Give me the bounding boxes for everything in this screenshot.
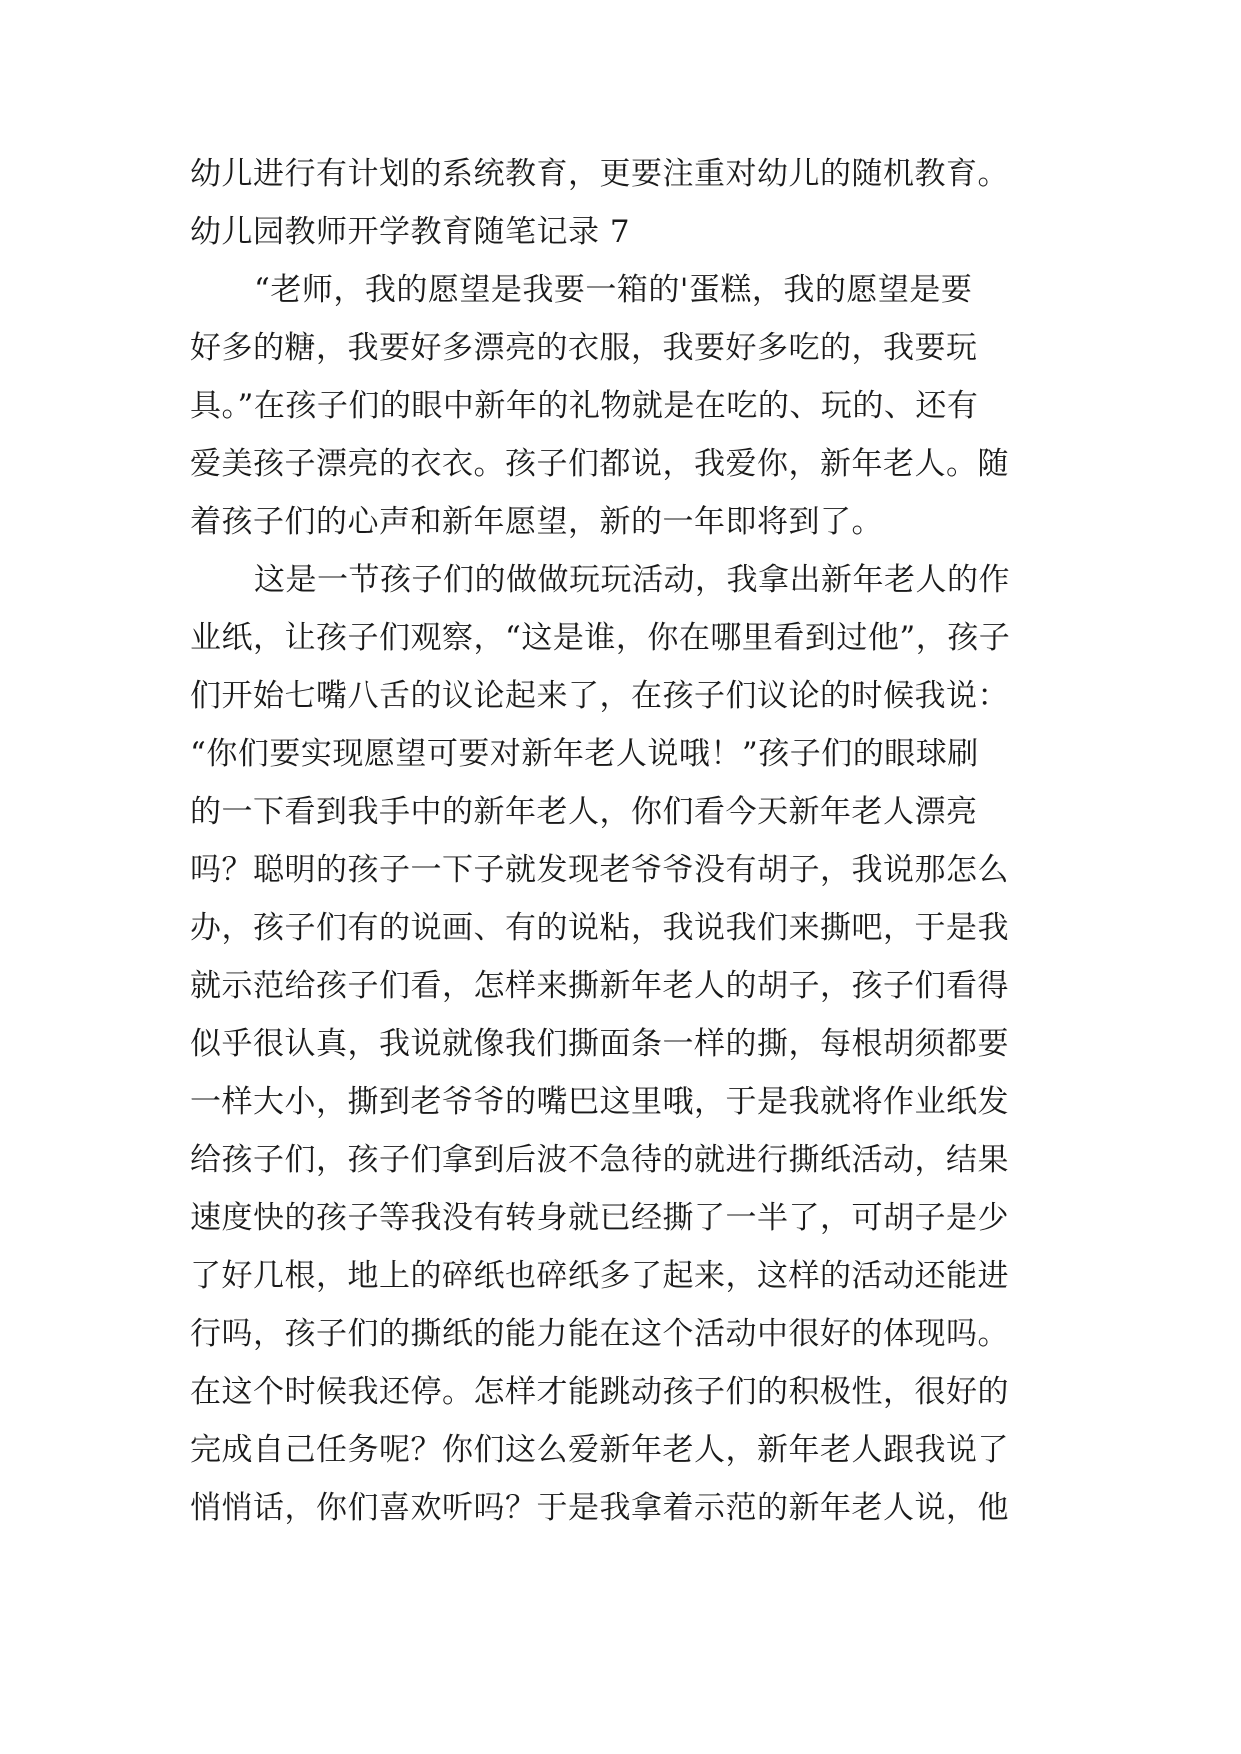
text-line: 似乎很认真，我说就像我们撕面条一样的撕，每根胡须都要 — [190, 1026, 1009, 1062]
text-line: 行吗，孩子们的撕纸的能力能在这个活动中很好的体现吗。 — [190, 1316, 1009, 1352]
text-line: 爱美孩子漂亮的衣衣。孩子们都说，我爱你，新年老人。随 — [190, 446, 1009, 482]
text-line: 悄悄话，你们喜欢听吗？于是我拿着示范的新年老人说，他 — [190, 1490, 1009, 1526]
text-line: 的一下看到我手中的新年老人，你们看今天新年老人漂亮 — [190, 794, 978, 830]
text-line: “你们要实现愿望可要对新年老人说哦！”孩子们的眼球刷 — [190, 736, 979, 772]
text-line: 了好几根，地上的碎纸也碎纸多了起来，这样的活动还能进 — [190, 1258, 1009, 1294]
text-line: 吗？聪明的孩子一下子就发现老爷爷没有胡子，我说那怎么 — [190, 852, 1009, 888]
text-line: 办，孩子们有的说画、有的说粘，我说我们来撕吧，于是我 — [190, 910, 1009, 946]
section-heading: 幼儿园教师开学教育随笔记录 7 — [190, 214, 631, 250]
text-line: 速度快的孩子等我没有转身就已经撕了一半了，可胡子是少 — [190, 1200, 1009, 1236]
text-line: 幼儿进行有计划的系统教育，更要注重对幼儿的随机教育。 — [190, 156, 1009, 192]
text-line: 在这个时候我还停。怎样才能跳动孩子们的积极性，很好的 — [190, 1374, 1009, 1410]
text-line: 业纸，让孩子们观察，“这是谁，你在哪里看到过他”，孩子 — [190, 620, 1011, 656]
text-line: 给孩子们，孩子们拿到后波不急待的就进行撕纸活动，结果 — [190, 1142, 1009, 1178]
paragraph-start-line: 这是一节孩子们的做做玩玩活动，我拿出新年老人的作 — [254, 562, 1010, 598]
text-line: 具。”在孩子们的眼中新年的礼物就是在吃的、玩的、还有 — [190, 388, 979, 424]
text-line: 着孩子们的心声和新年愿望，新的一年即将到了。 — [190, 504, 883, 540]
text-line: 一样大小，撕到老爷爷的嘴巴这里哦，于是我就将作业纸发 — [190, 1084, 1009, 1120]
document-body — [190, 145, 1070, 1537]
text-line: 就示范给孩子们看，怎样来撕新年老人的胡子，孩子们看得 — [190, 968, 1009, 1004]
paragraph-start-line: “老师，我的愿望是我要一箱的'蛋糕，我的愿望是要 — [254, 272, 973, 308]
text-line: 好多的糖，我要好多漂亮的衣服，我要好多吃的，我要玩 — [190, 330, 978, 366]
text-line: 完成自己任务呢？你们这么爱新年老人，新年老人跟我说了 — [190, 1432, 1009, 1468]
text-line: 们开始七嘴八舌的议论起来了，在孩子们议论的时候我说： — [190, 678, 1009, 714]
